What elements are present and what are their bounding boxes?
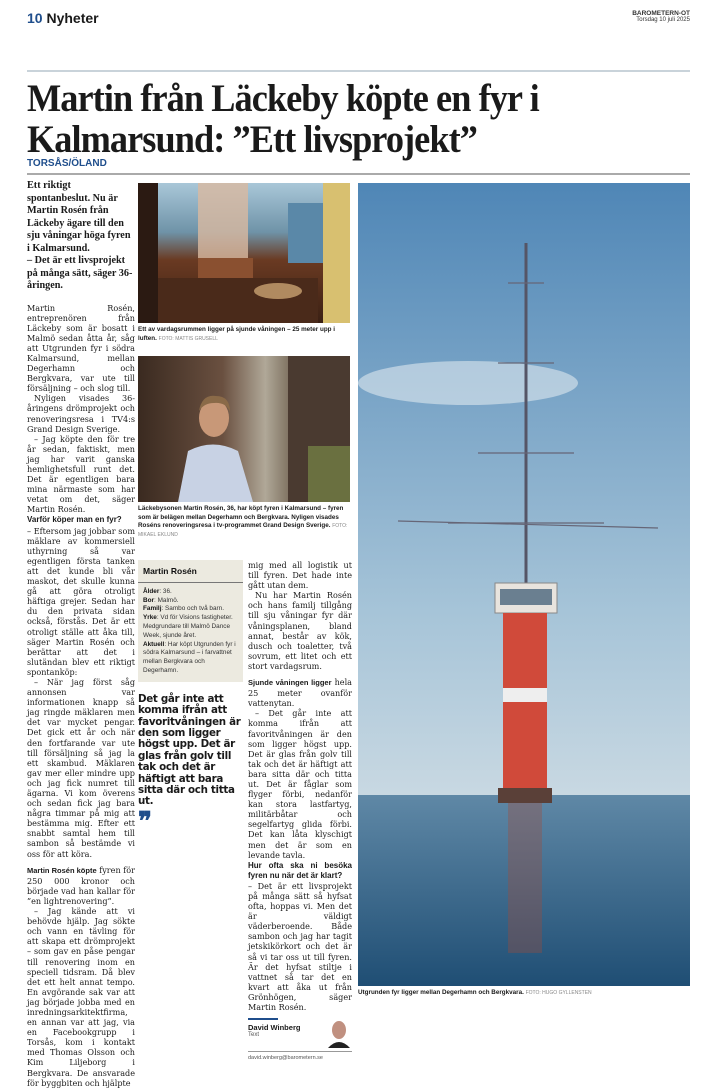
paper-name: BAROMETERN-OT: [632, 10, 690, 17]
factbox-label: Bor: [143, 596, 155, 604]
author-role: Text: [248, 1032, 260, 1039]
photo-credit: FOTO: HUGO GYLLENSTEN: [525, 990, 592, 996]
caption-lighthouse: [358, 989, 698, 998]
divider: [27, 70, 690, 72]
photo-living-room: [138, 183, 350, 323]
author-name: David Winberg: [248, 1023, 301, 1033]
body-column-3: [248, 560, 352, 1012]
paragraph-text: fyren för 250 000 kronor och började vad han kallar för ”en lightrenovering”.: [27, 864, 136, 906]
factbox-value: : Malmö.: [154, 596, 179, 604]
photo-lighthouse: [358, 183, 690, 986]
factbox-value: : Vd för Visions fastigheter. Medgrundare till Malmö Dance Week, sjunde året.: [143, 614, 233, 639]
left-column: [27, 180, 135, 1088]
quote-mark-icon: ❞: [138, 806, 152, 836]
pull-quote: Det går inte att komma ifrån att favoritvåningen är den som ligger högst upp. Det är glas från golv till tak och det är häftigt att bara sitta där och titta ut.: [138, 692, 241, 808]
paragraph-lead: Martin Rosén köpte: [27, 865, 97, 875]
factbox-row: [143, 614, 238, 640]
paragraph: – När jag först såg annonsen var informationen knapp så jag ringde mäklaren men det var mycket pengar. Det gick ett år och när den fortfarande var ute till försäljning så jag la ett skambud. Mäklaren gav mer eller mindre upp och jag fick numret till ägarna. Vi kom överens och sedan fick jag bara några timmar på mig att bestämma mig. Efter ett snabbt samtal hem till sambon så bestämde vi oss för att köra.: [27, 676, 135, 859]
living-room-image: [138, 183, 350, 323]
right-column: [248, 560, 352, 1061]
factbox-value: : 36.: [159, 587, 172, 595]
subheading: Varför köper man en fyr?: [27, 515, 122, 525]
ingress: [27, 180, 135, 293]
paragraph-lead: Sjunde våningen ligger: [248, 678, 332, 688]
divider: [27, 173, 690, 175]
paragraph-text: hela 25 meter ovanför vattenytan.: [248, 677, 352, 709]
paragraph: Martin Rosén, entreprenören från Läckeby som är bosatt i Malmö sedan åtta år, såg att Utgrunden fyr i södra Kalmarsund, mellan Degerhamn och Bergkvara, var ute till försäljning – och slog till.: [27, 302, 135, 394]
ingress-text: Ett riktigt spontanbeslut. Nu är Martin Rosén från Läckeby ägare till den sju våningar höga fyren i Kalmarsund.: [27, 180, 131, 254]
factbox-title: Martin Rosén: [138, 560, 243, 583]
photo-portrait: [138, 356, 350, 502]
paragraph: [248, 677, 352, 708]
author-email[interactable]: david.winberg@barometern.se: [248, 1051, 352, 1061]
paragraph: – Det är ett livsprojekt på många sätt så hyfsat ofta, hoppas vi. Men det är väldigt väderberoende. Både sambon och jag har tagit jetskikörkort och det är så vi tar oss ut till fyren. Är det hyfsat stiltje i vattnet så tar det en kvart att åka ut från Grönhögen, säger Martin Rosén.: [248, 880, 352, 1013]
middle-column: [138, 560, 243, 836]
factbox-row: [143, 605, 238, 614]
byline-bar: [248, 1018, 278, 1020]
paragraph: – Eftersom jag jobbar som mäklare av kommersiell uthyrning så var egentligen första tanken att det kunde bli vår maskot, det skulle kunna gå att göra otroligt häftiga grejer. Sedan har du den privata sidan också, förstås. Det är ett otroligt ställe att åka till, säger Martin Rosén och berättar att det i slutändan blev ett riktigt spontanköp:: [27, 525, 135, 677]
paragraph: [27, 865, 135, 906]
photo-credit: FOTO: MATTIS GRUSELL: [158, 335, 218, 342]
portrait-image: [138, 356, 350, 502]
factbox: [138, 560, 243, 682]
photo-credit: FOTO: MIKAEL EKLUND: [138, 523, 348, 538]
factbox-row: [143, 641, 238, 676]
caption-text: Utgrunden fyr ligger mellan Degerhamn och Bergkvara.: [358, 989, 524, 996]
paragraph: – Jag köpte den för tre år sedan, faktiskt, men jag har varit ganska hemlighetsfull runt det. Det är egentligen bara mina närmaste som har vetat om det, säger Martin Rosén.: [27, 433, 135, 515]
factbox-label: Aktuell: [143, 640, 165, 648]
issue-date: Torsdag 10 juli 2025: [636, 17, 690, 23]
paragraph: Nyligen visades 36-åringens drömprojekt och renoveringsresa i TV4:s Grand Design Sverige.: [27, 393, 135, 434]
factbox-label: Ålder: [143, 587, 160, 595]
caption-portrait: [138, 505, 350, 539]
caption-text: Ett av vardagsrummen ligger på sjunde våningen – 25 meter upp i luften.: [138, 326, 336, 342]
page-header: [27, 10, 99, 26]
factbox-label: Yrke: [143, 614, 157, 622]
paragraph: – Jag kände att vi behövde hjälp. Jag sökte och vann en tävling för att skapa ett drömprojekt – som gav en påse pengar till renovering inom en speciell tidsram. Då blev det ett helt annat tempo. En avgörande sak var att jag började jobba med en inredningsarkitektfirma, en annan var att jag, via en Facebookgrupp i Torsås, kom i kontakt med Thomas Olsson och Kim Liljeborg i Bergkvara. De ansvarade för byggbiten och hjälpte: [27, 906, 135, 1088]
factbox-rows: [143, 588, 238, 676]
caption-living-room: [138, 326, 350, 343]
factbox-value: : Har köpt Utgrunden fyr i södra Kalmarsund – i farvattnet mellan Bergkvara och Degerhamn.: [143, 640, 236, 674]
factbox-row: [143, 588, 238, 597]
lighthouse-image: [358, 183, 690, 986]
factbox-value: : Sambo och två barn.: [161, 605, 224, 613]
author-avatar: [328, 1020, 350, 1048]
ingress-quote: – Det är ett livsprojekt på många sätt, säger 36-åringen.: [27, 255, 133, 291]
factbox-label: Familj: [143, 605, 162, 613]
body-column-1: [27, 303, 135, 1088]
paper-info: [632, 10, 690, 24]
page-number: 10: [27, 10, 43, 26]
paragraph: – Det går inte att komma ifrån att favoritvåningen är den som ligger högst upp. Det är glas från golv till tak och det är häftigt att bara sitta där och titta ut. Det är fåglar som flyger förbi, nedanför kan stora lastfartyg, militärbåtar och segelfartyg glida förbi. Det kan låta klyschigt men det är som en levande tavla.: [248, 708, 352, 860]
paragraph: Nu har Martin Rosén och hans familj tillgång till sju våningar fyr där våningsplanen, bland annat, består av kök, dusch och toaletter, två sovrum, ett litet och ett stort vardagsrum.: [248, 590, 352, 671]
kicker: TORSÅS/ÖLAND: [27, 158, 107, 169]
section-name: Nyheter: [46, 10, 99, 26]
caption-text: Läckebysonen Martin Rosén, 36, har köpt fyren i Kalmarsund – fyren som är belägen mellan Degerhamn och Bergkvara. Nyligen visades Roséns renoveringsresa i tv-programmet Grand Design Sverige.: [138, 505, 344, 530]
paragraph: mig med all logistik ut till fyren. Det hade inte gått utan dem.: [248, 560, 352, 591]
subheading: Hur ofta ska ni besöka fyren nu när det är klart?: [248, 860, 352, 880]
headline: Martin från Läckeby köpte en fyr i Kalmarsund: ”Ett livsprojekt”: [27, 77, 539, 161]
